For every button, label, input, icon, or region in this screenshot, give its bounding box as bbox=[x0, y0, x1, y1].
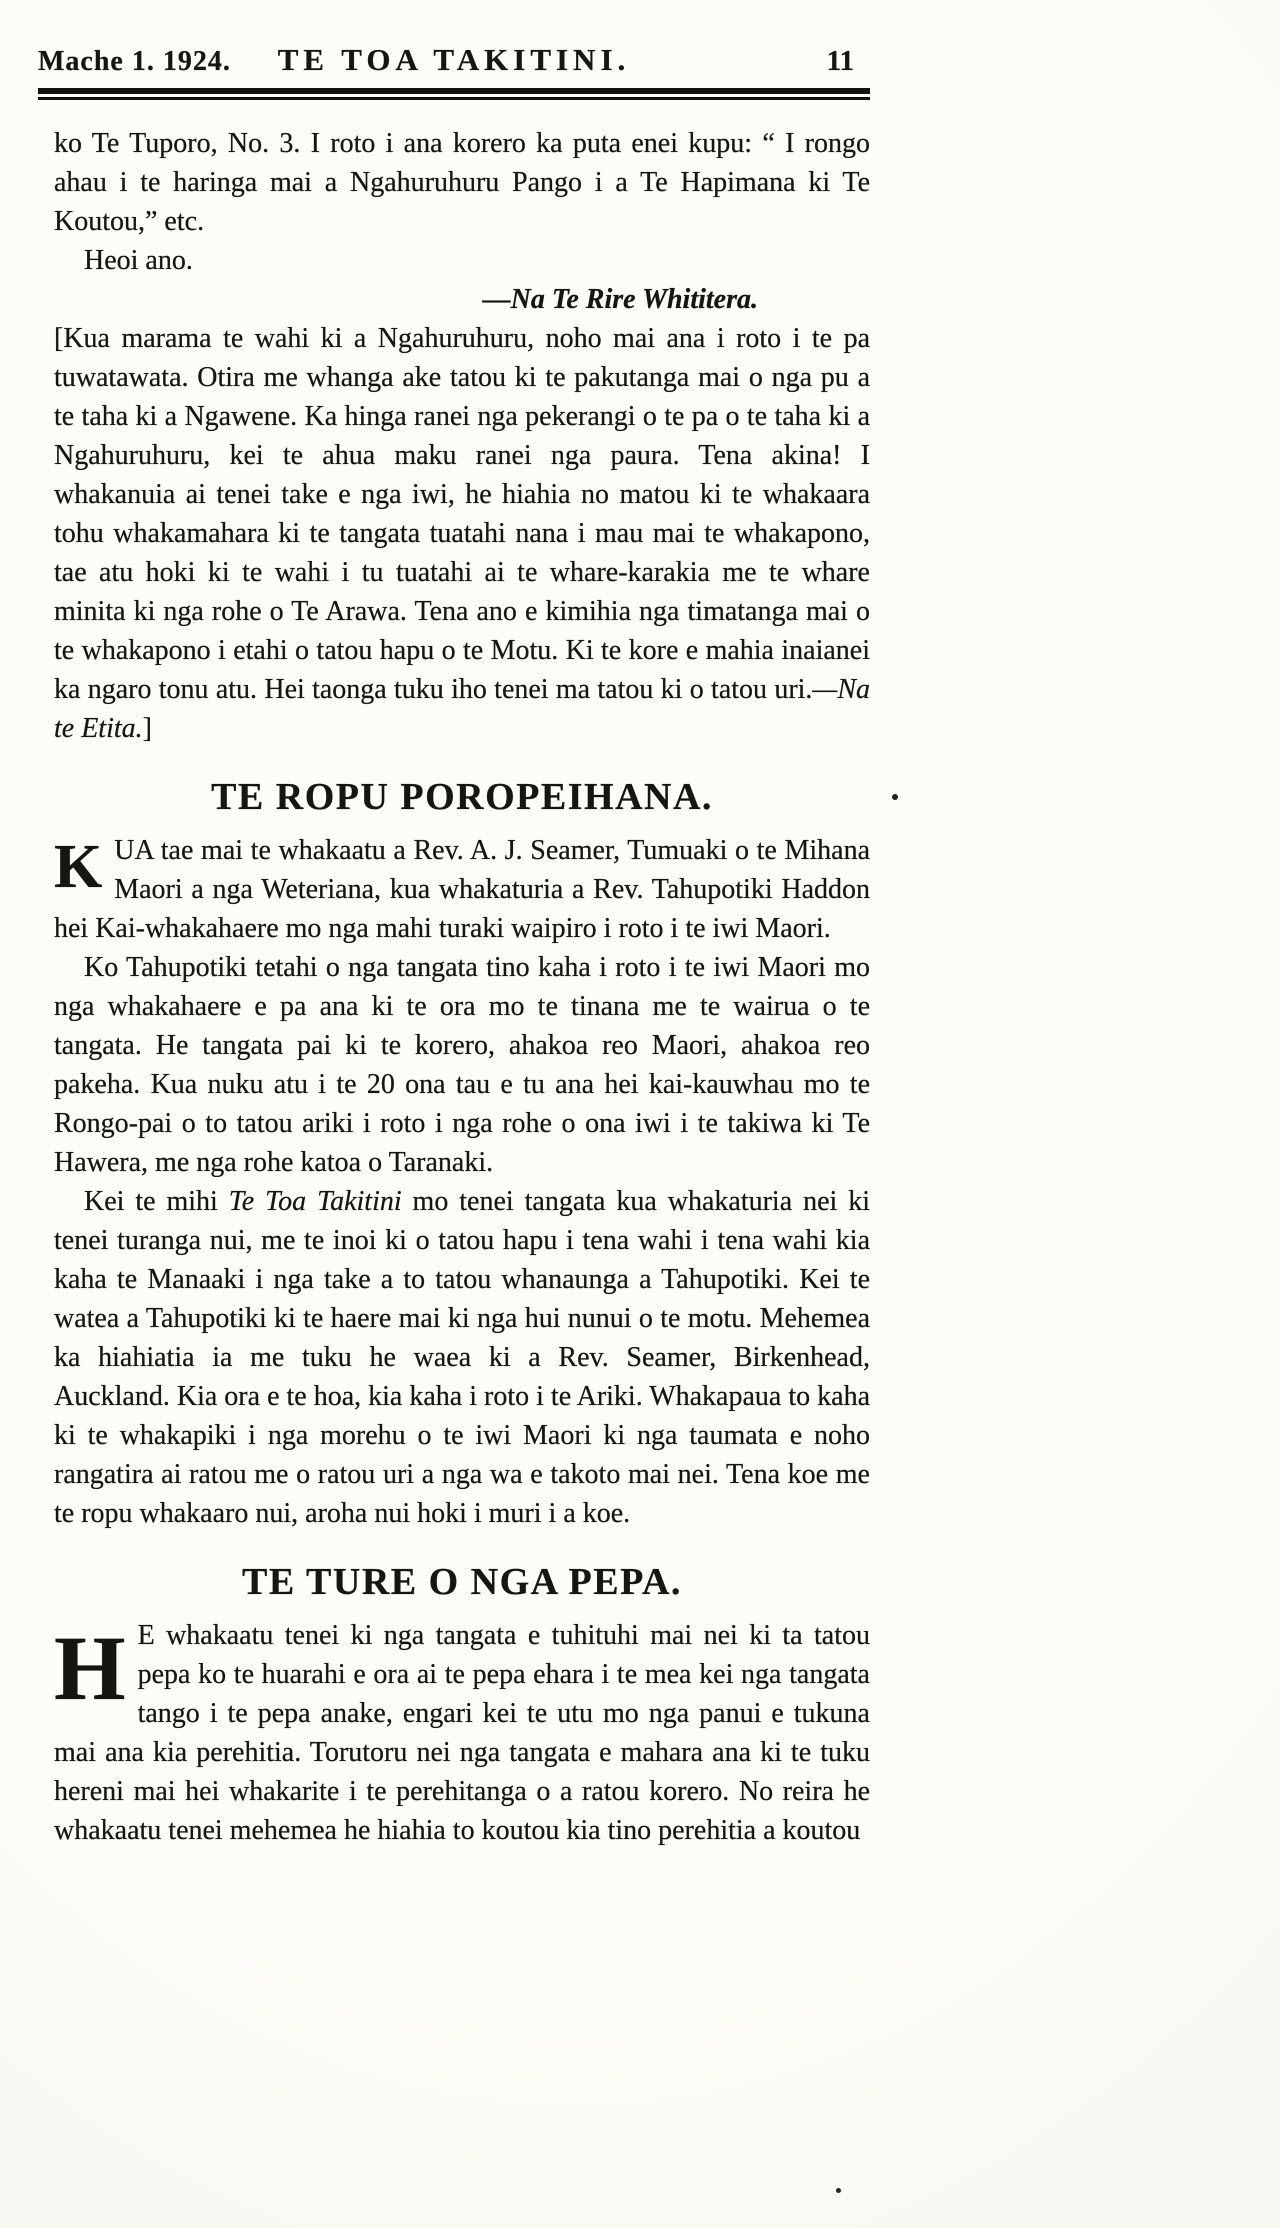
issue-date: Mache 1. 1924. bbox=[38, 46, 231, 77]
ink-speck bbox=[892, 794, 898, 800]
poropeihana-paragraph-1 bbox=[54, 831, 870, 948]
poropeihana-paragraph-3-pre: Kei te mihi bbox=[84, 1186, 229, 1217]
poropeihana-paragraph-3-post: mo tenei tangata kua whakaturia nei ki tenei turanga nui, me te inoi ki o tatou hapu i tena wahi i tena wahi kia kaha te Manaaki i nga take a to tatou whanaunga a Tahupotiki. Kei te watea a Tahupotiki ki te haere mai ki nga hui nunui o te motu. Mehemea ka hiahiatia ia me tuku he waea ki a Rev. Seamer, Birkenhead, Auckland. Kia ora e te hoa, kia kaha i roto i te Ariki. Whakapaua to kaha ki te whakapiki i nga morehu o te iwi Maori ki nga taumata e noho rangatira ai ratou me o ratou uri a nga wa e takoto mai nei. Tena koe me te ropu whakaaro nui, aroha nui hoki i muri i a koe. bbox=[54, 1186, 870, 1529]
byline-na-te-rire-whititera: —Na Te Rire Whititera. bbox=[482, 284, 758, 315]
heading-te-ture-o-nga-pepa: TE TURE O NGA PEPA. bbox=[242, 1561, 682, 1603]
page-number: 11 bbox=[826, 45, 854, 77]
masthead-rule-thin bbox=[38, 97, 870, 100]
continued-paragraph: ko Te Tuporo, No. 3. I roto i ana korero ka puta enei kupu: “ I rongo ahau i te haringa mai a Ngahuruhuru Pango i a Te Hapimana ki Te Koutou,” etc. bbox=[54, 128, 870, 237]
dropcap-letter-k: K bbox=[54, 833, 103, 901]
journal-name-italic: Te Toa Takitini bbox=[228, 1186, 402, 1217]
page-header bbox=[38, 42, 870, 100]
poropeihana-paragraph-2: Ko Tahupotiki tetahi o nga tangata tino kaha i roto i te iwi Maori mo nga whakahaere e pa ana ki te ora mo te tinana me te wairua o te tangata. He tangata pai ki te korero, ahakoa reo Maori, ahakoa reo pakeha. Kua nuku atu i te 20 ona tau e tu ana hei kai-kauwhau mo te Rongo-pai o to tatou ariki i roto i nga rohe o ona iwi i te takiwa ki Te Hawera, me nga rohe katoa o Taranaki. bbox=[54, 952, 870, 1178]
poropeihana-paragraph-1-text: UA tae mai te whakaatu a Rev. A. J. Seamer, Tumuaki o te Mihana Maori a nga Weteriana, kua whakaturia a Rev. Tahupotiki Haddon hei Kai-whakahaere mo nga mahi turaki waipiro i roto i te iwi Maori. bbox=[54, 835, 870, 944]
masthead-row bbox=[38, 42, 870, 78]
heading-te-ropu-poropeihana: TE ROPU POROPEIHANA. bbox=[211, 776, 713, 818]
ink-speck bbox=[836, 2188, 841, 2193]
editor-note-bracket: ] bbox=[142, 713, 152, 744]
page-body bbox=[54, 124, 870, 1850]
scanned-newspaper-page bbox=[0, 42, 1280, 2228]
closing-line: Heoi ano. bbox=[84, 245, 193, 276]
editor-note bbox=[54, 319, 870, 748]
poropeihana-paragraph-3 bbox=[54, 1182, 870, 1533]
editor-note-text: [Kua marama te wahi ki a Ngahuruhuru, noho mai ana i roto i te pa tuwatawata. Otira me whanga ake tatou ki te pakutanga mai o nga pu a te taha ki a Ngawene. Ka hinga ranei nga pekerangi o te pa o te taha ki a Ngahuruhuru, kei te ahua maku ranei nga paura. Tena akina! I whakanuia ai tenei take e nga iwi, he hiahia no matou ki te whakaara tohu whakamahara ki te tangata tuatahi nana i mau mai te whakapono, tae atu hoki ki te wahi i tu tuatahi ai te whare-karakia me te whare minita ki nga rohe o Te Arawa. Tena ano e kimihia nga timatanga mai o te whakapono i etahi o tatou hapu o te Motu. Ki te kore e mahia inaianei ka ngaro tonu atu. Hei taonga tuku iho tenei ma tatou ki o tatou uri. bbox=[54, 323, 870, 705]
ture-paragraph-1 bbox=[54, 1616, 870, 1850]
masthead-rule-thick bbox=[38, 88, 870, 94]
ture-paragraph-1-text: E whakaatu tenei ki nga tangata e tuhituhi mai nei ki ta tatou pepa ko te huarahi e ora ai te pepa ehara i te mea kei nga tangata tango i te pepa anake, engari kei te utu mo nga panui e tukuna mai ana kia perehitia. Torutoru nei nga tangata e mahara ana ki te tuku hereni mai hei whakarite i te perehitanga o a ratou korero. No reira he whakaatu tenei mehemea he hiahia to koutou kia tino perehitia a koutou bbox=[54, 1620, 870, 1846]
byline-na-te-etita: —Na te Etita. bbox=[54, 674, 870, 744]
dropcap-letter-h: H bbox=[54, 1617, 126, 1719]
newspaper-title: TE TOA TAKITINI. bbox=[277, 42, 631, 77]
